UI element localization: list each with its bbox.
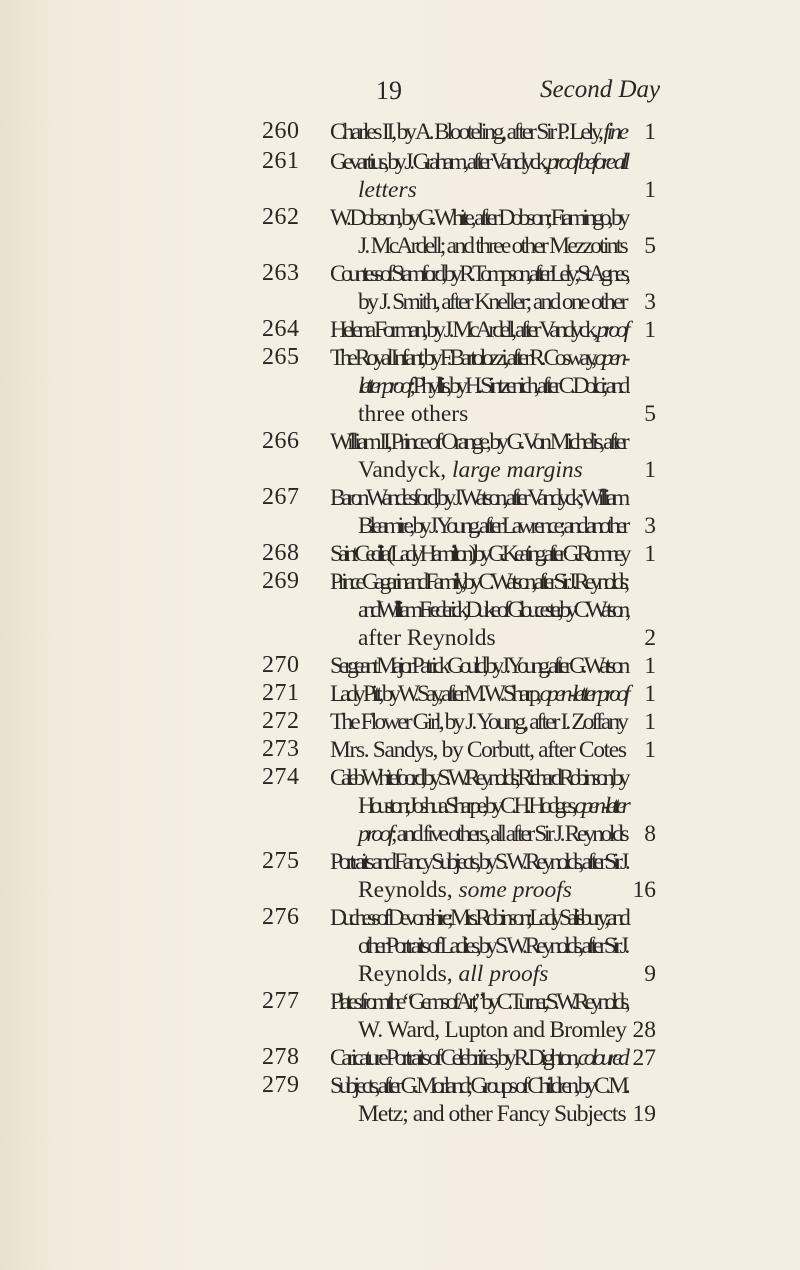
lot-number: 276 (262, 904, 300, 930)
lot-number: 273 (262, 736, 300, 762)
lot-quantity: 1 (644, 119, 656, 145)
lot-description-line: Caleb Whitefoord, by S. W. Reynolds; Richard Robinson, by (330, 765, 626, 791)
lot-description-line: by J. Smith, after Kneller; and one other (358, 289, 626, 315)
lot-quantity: 2 (644, 625, 656, 651)
lot-description-line: W. Ward, Lupton and Bromley (358, 1017, 627, 1043)
lot-description-line: Metz; and other Fancy Subjects (358, 1101, 626, 1127)
lot-quantity: 1 (644, 177, 656, 203)
lot-quantity: 5 (644, 233, 656, 259)
lot-description-line: Reynolds, some proofs (358, 877, 572, 903)
lot-number: 270 (262, 652, 300, 678)
lot-description-line: Helena Forman, by J. McArdell, after Vandyck, proof (330, 317, 627, 343)
lot-description-line: Vandyck, large margins (358, 457, 583, 483)
lot-number: 267 (262, 484, 300, 510)
lot-description-line: The Royal Infant, by F. Bartolozzi, after R. Cosway, open- (330, 345, 627, 371)
lot-quantity: 1 (644, 737, 656, 763)
lot-quantity: 5 (644, 401, 656, 427)
lot-number: 262 (262, 204, 300, 230)
lot-number: 264 (262, 316, 300, 342)
lot-quantity: 1 (644, 541, 656, 567)
lot-description-line: Countess of Stamford, by R. Tompson, after Lely; St. Agnes, (330, 261, 627, 287)
lot-description-line: Reynolds, all proofs (358, 961, 549, 987)
lot-number: 269 (262, 568, 300, 594)
lot-quantity: 3 (644, 513, 656, 539)
lot-description-line: William II, Prince of Orange, by G. Von Michelis, after (330, 429, 626, 455)
lot-quantity: 3 (644, 289, 656, 315)
lot-description-line: Sergeant Major Patrick Gould, by J. Young, after G. Watson (330, 653, 626, 679)
lot-number: 278 (262, 1044, 300, 1070)
lot-description-line: The Flower Girl, by J. Young, after I. Zoffany (330, 709, 626, 735)
lot-number: 279 (262, 1072, 300, 1098)
lot-number: 268 (262, 540, 300, 566)
page-header (0, 76, 800, 106)
lot-description-line: letters (358, 177, 417, 203)
lot-number: 275 (262, 848, 300, 874)
lot-description-line: proof; and five others, all after Sir J. Reynolds (358, 821, 627, 847)
lot-description-line: Subjects, after G. Morland; Groups of Children, by C. M. (330, 1073, 627, 1099)
lot-description-line: Lady Pitt, by W. Say, after M. W. Sharp, open-letter proof (330, 681, 627, 707)
lot-number: 265 (262, 344, 300, 370)
page-number: 19 (376, 76, 402, 105)
lot-description-line: Saint Cecilia (Lady Hamilton), by G. Keating, after G. Romney (330, 541, 627, 567)
lot-description-line: W. Dobson, by G. White, after Dobson; Fiamingo, by (330, 205, 627, 231)
lot-quantity: 1 (644, 681, 656, 707)
lot-description-line: J. McArdell; and three other Mezzotints (358, 233, 626, 259)
lot-description-line: after Reynolds (358, 625, 496, 651)
lot-quantity: 1 (644, 317, 656, 343)
lot-number: 271 (262, 680, 300, 706)
lot-number: 260 (262, 118, 300, 144)
lot-description-line: Duchess of Devonshire; Mrs. Robinson; Lady Salisbury; and (330, 905, 627, 931)
lot-description-line: and William Frederick, Duke of Gloucester, by C. Watson, (358, 597, 627, 623)
lot-description-line: three others (358, 401, 469, 427)
lot-description-line: letter proof; Phyllis, by H. Sintzenich, after C. Dolci; and (358, 373, 626, 399)
lot-description-line: Mrs. Sandys, by Corbutt, after Cotes (330, 737, 626, 763)
lot-number: 274 (262, 764, 300, 790)
lot-quantity: 8 (644, 821, 656, 847)
lot-quantity: 19 (632, 1101, 656, 1127)
lot-quantity: 9 (644, 961, 656, 987)
lot-description-line: Gevartius, by J. Graham, after Vandyck, proof before all (330, 149, 627, 175)
lot-description-line: Caricature Portraits of Celebrities, by R. Dighton, coloured (330, 1045, 626, 1071)
running-head: Second Day (540, 76, 661, 103)
lot-quantity: 1 (644, 457, 656, 483)
lot-number: 261 (262, 148, 300, 174)
lot-quantity: 1 (644, 653, 656, 679)
lot-description-line: Plates from the “Gems of Art,” by C. Turner, S. W. Reynolds, (330, 989, 627, 1015)
lot-description-line: other Portraits of Ladies, by S. W. Reynolds, after Sir J. (358, 933, 626, 959)
lot-description-line: Portraits and Fancy Subjects, by S. W. Reynolds, after Sir J. (330, 849, 627, 875)
lot-number: 277 (262, 988, 300, 1014)
lot-quantity: 28 (632, 1017, 656, 1043)
lot-description-line: Houston; Joshua Sharpe, by C. H. Hodges, open-letter (358, 793, 627, 819)
lot-description-line: Charles II, by A. Blooteling, after Sir P. Lely, fine (330, 119, 626, 145)
lot-number: 272 (262, 708, 300, 734)
lot-quantity: 1 (644, 709, 656, 735)
lot-description-line: Bleamire, by J. Young, after Lawrence; and another (358, 513, 626, 539)
lot-number: 266 (262, 428, 300, 454)
lot-quantity: 27 (632, 1045, 656, 1071)
lot-quantity: 16 (632, 877, 656, 903)
lot-description-line: Prince Gagarin and Family, by C. Watson, after Sir J. Reynolds; (330, 569, 626, 595)
lot-number: 263 (262, 260, 300, 286)
lot-description-line: Baron Wandesford, by J. Watson, after Vandyck; William (330, 485, 626, 511)
